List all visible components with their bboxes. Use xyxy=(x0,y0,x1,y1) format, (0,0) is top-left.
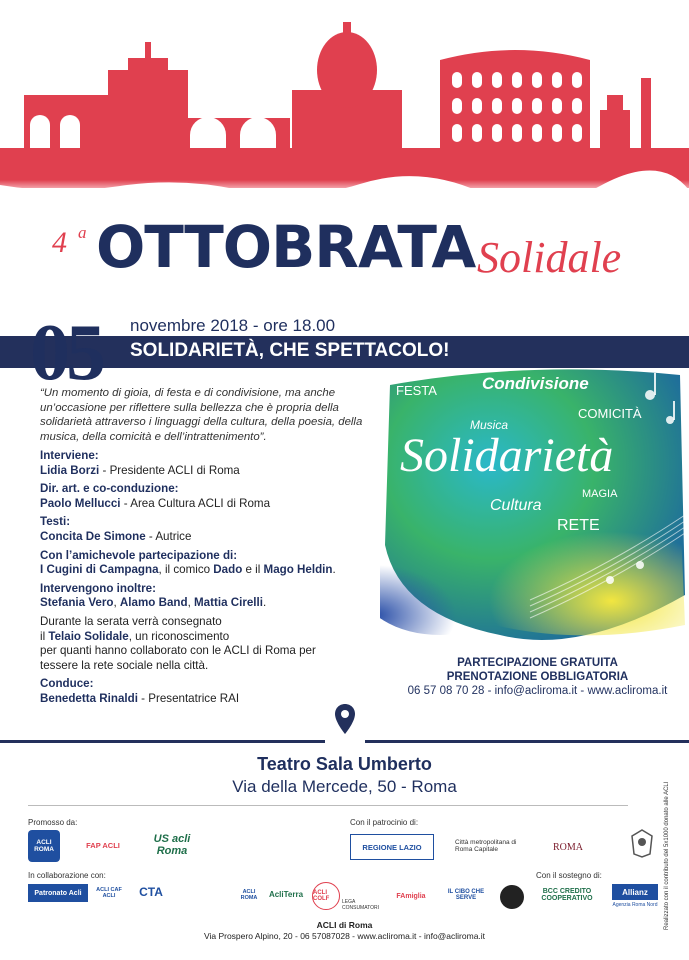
logo-acli-roma-2: ACLI ROMA xyxy=(240,889,258,901)
event-date-line: novembre 2018 - ore 18.00 xyxy=(130,316,336,335)
inoltre-name-1: Stefania Vero xyxy=(40,596,114,610)
logo-roma: ROMA xyxy=(552,841,583,853)
event-day: 05 xyxy=(30,309,102,397)
venue-address: Via della Mercede, 50 - Roma xyxy=(232,777,457,796)
art-word-comicita: COMICITÀ xyxy=(578,406,642,421)
interviene-role: - Presidente ACLI di Roma xyxy=(99,463,240,477)
testi-role: - Autrice xyxy=(145,529,192,543)
amichevole-name-2: Dado xyxy=(213,563,243,577)
footer-org: ACLI di Roma xyxy=(316,920,373,930)
participation-info xyxy=(400,656,675,698)
art-word-rete: RETE xyxy=(557,517,600,534)
interviene-name: Lidia Borzi xyxy=(40,463,100,477)
amichevole-name-1: I Cugini di Campagna xyxy=(40,563,159,577)
conduce-role: - Presentatrice RAI xyxy=(137,691,240,705)
logo-acli-colf: ACLI COLF xyxy=(312,882,340,910)
telaio-line-2a: il xyxy=(40,629,49,643)
telaio-line-2c: , un riconoscimento xyxy=(128,629,230,643)
testi-name: Concita De Simone xyxy=(40,529,146,543)
logo-regione-lazio: REGIONE LAZIO xyxy=(350,834,434,860)
venue-block xyxy=(0,754,689,797)
promosso-label: Promosso da: xyxy=(28,818,78,827)
conduce-name: Benedetta Rinaldi xyxy=(40,691,138,705)
logo-dark-round xyxy=(500,885,524,909)
logo-caf-acli: ACLI CAF ACLI xyxy=(96,887,122,899)
event-quote: “Un momento di gioia, di festa e di condivisione, ma anche un’occasione per riflettere sulla bellezza che è propria della solidarietà attraverso i linguaggi della cultura, della poesia, della musica, della comicità e dell’intrattenimento”. xyxy=(40,387,363,443)
art-word-magia: MAGIA xyxy=(582,488,618,500)
title-script: Solidale xyxy=(477,233,622,282)
amichevole-mid-1: , il comico xyxy=(158,563,214,577)
inoltre-end: . xyxy=(262,596,267,610)
logo-acli-roma: ACLI ROMA xyxy=(28,830,60,862)
logo-acliterra: AcliTerra xyxy=(268,889,304,899)
inoltre-name-2: Alamo Band xyxy=(119,596,188,610)
inoltre-name-3: Mattia Cirelli xyxy=(194,596,263,610)
art-word-cultura: Cultura xyxy=(490,497,542,514)
logo-famiglia: FAmiglia xyxy=(396,892,426,900)
logo-il-cibo-che-serve: IL CIBO CHE SERVE xyxy=(447,889,485,901)
footer xyxy=(0,920,689,942)
logo-patronato-acli: Patronato Acli xyxy=(28,884,88,902)
patrocinio-label: Con il patrocinio di: xyxy=(350,818,419,827)
credits-list xyxy=(40,449,390,707)
venue-rule-left xyxy=(0,740,325,743)
logo-citta-metropolitana: Città metropolitana di Roma Capitale xyxy=(455,839,517,853)
dir-role: - Area Cultura ACLI di Roma xyxy=(120,496,271,510)
rome-skyline-illustration xyxy=(0,0,689,205)
logo-fap-acli: FAP ACLI xyxy=(86,840,120,850)
info-free: PARTECIPAZIONE GRATUITA xyxy=(457,657,618,669)
conduce-label: Conduce: xyxy=(40,677,94,691)
inoltre-label: Intervengono inoltre: xyxy=(40,581,156,595)
location-pin-icon xyxy=(335,704,355,734)
dir-name: Paolo Mellucci xyxy=(40,496,121,510)
amichevole-end: . xyxy=(332,563,336,577)
event-tagline: SOLIDARIETÀ, CHE SPETTACOLO! xyxy=(130,340,450,361)
inoltre-sep-2: , xyxy=(187,596,195,610)
telaio-line-1: Durante la serata verrà consegnato xyxy=(40,614,222,628)
testi-label: Testi: xyxy=(40,515,71,529)
art-word-festa: FESTA xyxy=(396,383,437,398)
art-word-musica: Musica xyxy=(470,418,509,432)
logo-cta: CTA xyxy=(139,885,163,899)
logo-us-acli: US acli Roma xyxy=(153,833,191,857)
info-booking: PRENOTAZIONE OBBLIGATORIA xyxy=(446,671,629,683)
edition-number: 4 xyxy=(52,226,67,259)
allianz-agency: Agenzia Roma Nord xyxy=(612,902,658,908)
sponsor-divider xyxy=(28,805,628,806)
logo-lega-consumatori: LEGA CONSUMATORI xyxy=(342,899,380,911)
dir-label: Dir. art. e co-conduzione: xyxy=(40,482,179,496)
amichevole-name-3: Mago Heldin xyxy=(263,563,333,577)
sostegno-label: Con il sostegno di: xyxy=(536,871,602,880)
collab-label: In collaborazione con: xyxy=(28,871,106,880)
logo-allianz: Allianz xyxy=(612,884,658,900)
venue-rule-right xyxy=(365,740,689,743)
amichevole-mid-2: e il xyxy=(242,563,264,577)
info-contacts: 06 57 08 70 28 - info@acliroma.it - www.acliroma.it xyxy=(407,685,668,697)
venue-name: Teatro Sala Umberto xyxy=(257,754,432,774)
logo-bcc: BCC CREDITO COOPERATIVO xyxy=(541,888,593,902)
side-note xyxy=(650,780,680,930)
title-main: OTTOBRATA xyxy=(96,213,476,281)
edition-suffix: a xyxy=(78,223,87,242)
telaio-line-4: tessere la rete sociale nella città. xyxy=(40,658,209,672)
art-word-condivisione: Condivisione xyxy=(482,374,589,393)
telaio-line-3: per quanti hanno collaborato con le ACLI di Roma per xyxy=(40,644,316,658)
art-word-solidarieta: Solidarietà xyxy=(400,429,614,482)
telaio-name: Telaio Solidale xyxy=(48,629,129,643)
inoltre-sep-1: , xyxy=(113,596,120,610)
interviene-label: Interviene: xyxy=(40,449,99,462)
footer-address: Via Prospero Alpino, 20 - 06 57087028 - www.acliroma.it - info@acliroma.it xyxy=(203,931,486,941)
amichevole-label: Con l’amichevole partecipazione di: xyxy=(40,548,238,562)
side-note-text: Realizzato con il contributo del 5x1000 donato alle ACLI xyxy=(664,781,670,930)
